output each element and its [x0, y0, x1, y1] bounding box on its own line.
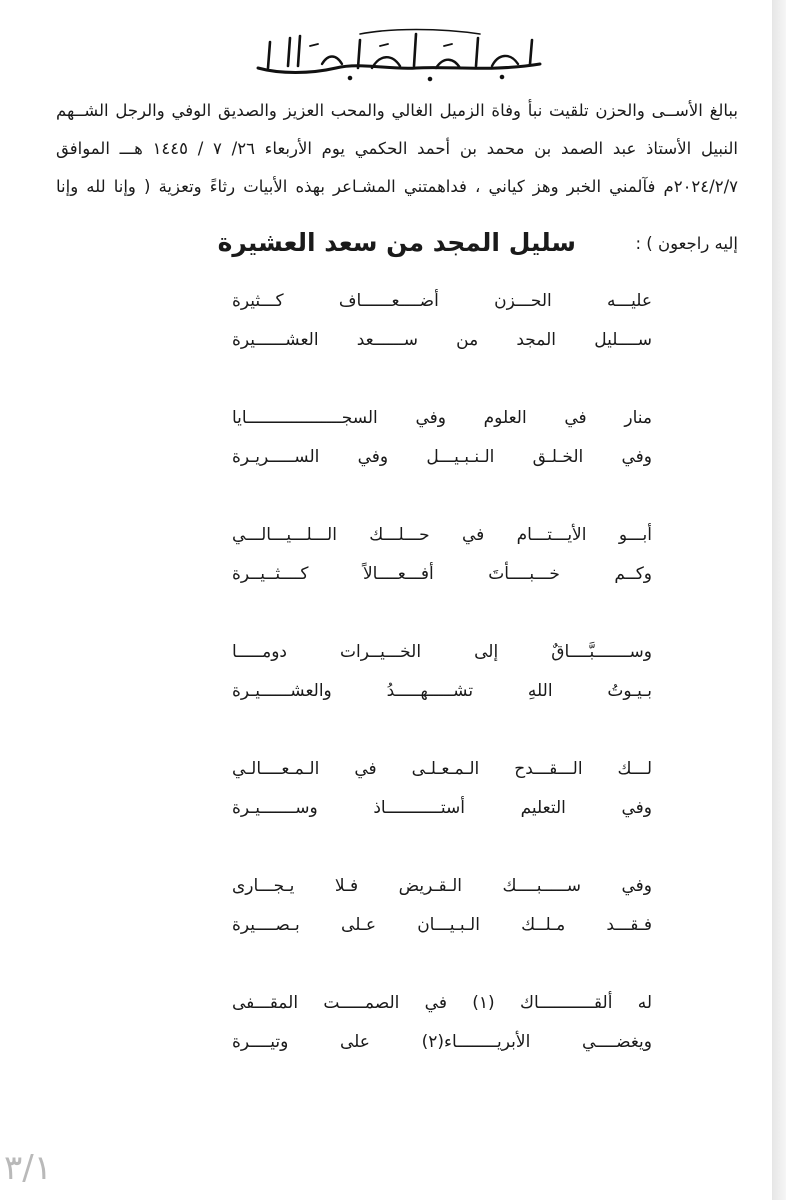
verse-line: ســــليل المجد من ســــــعد العشــــــيرة — [232, 330, 652, 350]
page-edge-shadow — [772, 0, 786, 1200]
stanza-2 — [232, 399, 652, 477]
stanza-7 — [232, 984, 652, 1062]
stanza-4 — [232, 633, 652, 711]
verse-line: وفي ســـــبــــك الـقـريض فـلا يـجـــارى — [232, 876, 652, 896]
verse-line: وكــم خـــبــــأتَ أفـــعــــالاً كــــثــيــرة — [232, 564, 652, 584]
verse-line: وفي التعليم أستـــــــــــاذ وســـــــيـرة — [232, 798, 652, 818]
verse-line: منار في العلوم وفي السجـــــــــــــــــــايا — [232, 408, 652, 428]
verse-line: فـقـــد مـلــك الـبـيـــان عـلى بـصــــيرة — [232, 915, 652, 935]
verse-line: وفي الخـلـق الـنـبـيـــل وفي الســـــريـرة — [232, 447, 652, 467]
verse-line: له ألقـــــــــــاك (١) في الصمـــــت المقـــفى — [232, 993, 652, 1013]
basmala-calligraphy — [240, 24, 560, 84]
stanza-6 — [232, 867, 652, 945]
poem-body — [232, 282, 652, 1101]
poem-title: سليل المجد من سعد العشيرة — [217, 228, 576, 257]
page-number: ٣/١ — [4, 1148, 52, 1188]
verse-line: ويغضــــي الأبريــــــــاء(٢) على وتيــــرة — [232, 1032, 652, 1052]
intro-line-2: النبيل الأستاذ عبد الصمد بن محمد بن أحمد الحكمي يوم الأربعاء ٢٦/ ٧ / ١٤٤٥ هـــ الموافق — [56, 139, 738, 158]
verse-line: لـــك الـــقـــدح الـمـعـلـى في الـمـعــــالـي — [232, 759, 652, 779]
intro-sign-off: إليه راجعون ) : — [635, 234, 738, 253]
stanza-3 — [232, 516, 652, 594]
stanza-1 — [232, 282, 652, 360]
verse-line: أبـــو الأيـــتـــام في حـــلـــك الـــلـــيـــالـــي — [232, 525, 652, 545]
intro-line-1: ببالغ الأســى والحزن تلقيت نبأ وفاة الزميل الغالي والمحب العزيز والصديق الوفي والرجل الشــهم — [56, 101, 738, 120]
intro-paragraph — [56, 92, 738, 206]
verse-line: عليـــه الحـــزن أضــــعــــــاف كـــثيرة — [232, 291, 652, 311]
intro-line-3: ٢٠٢٤/٢/٧م فآلمني الخبر وهز كياني ، فداهمتني المشـاعر بهذه الأبيات رثاءً وتعزية ( وإنا لله وإنا — [56, 177, 738, 196]
verse-line: وســـــــبَّــــاقٌ إلى الخـــيــرات دومـــــا — [232, 642, 652, 662]
stanza-5 — [232, 750, 652, 828]
verse-line: بـيـوتُ اللهِ تشـــــهـــــدُ والعشــــــيـرة — [232, 681, 652, 701]
basmala-text — [560, 24, 561, 25]
